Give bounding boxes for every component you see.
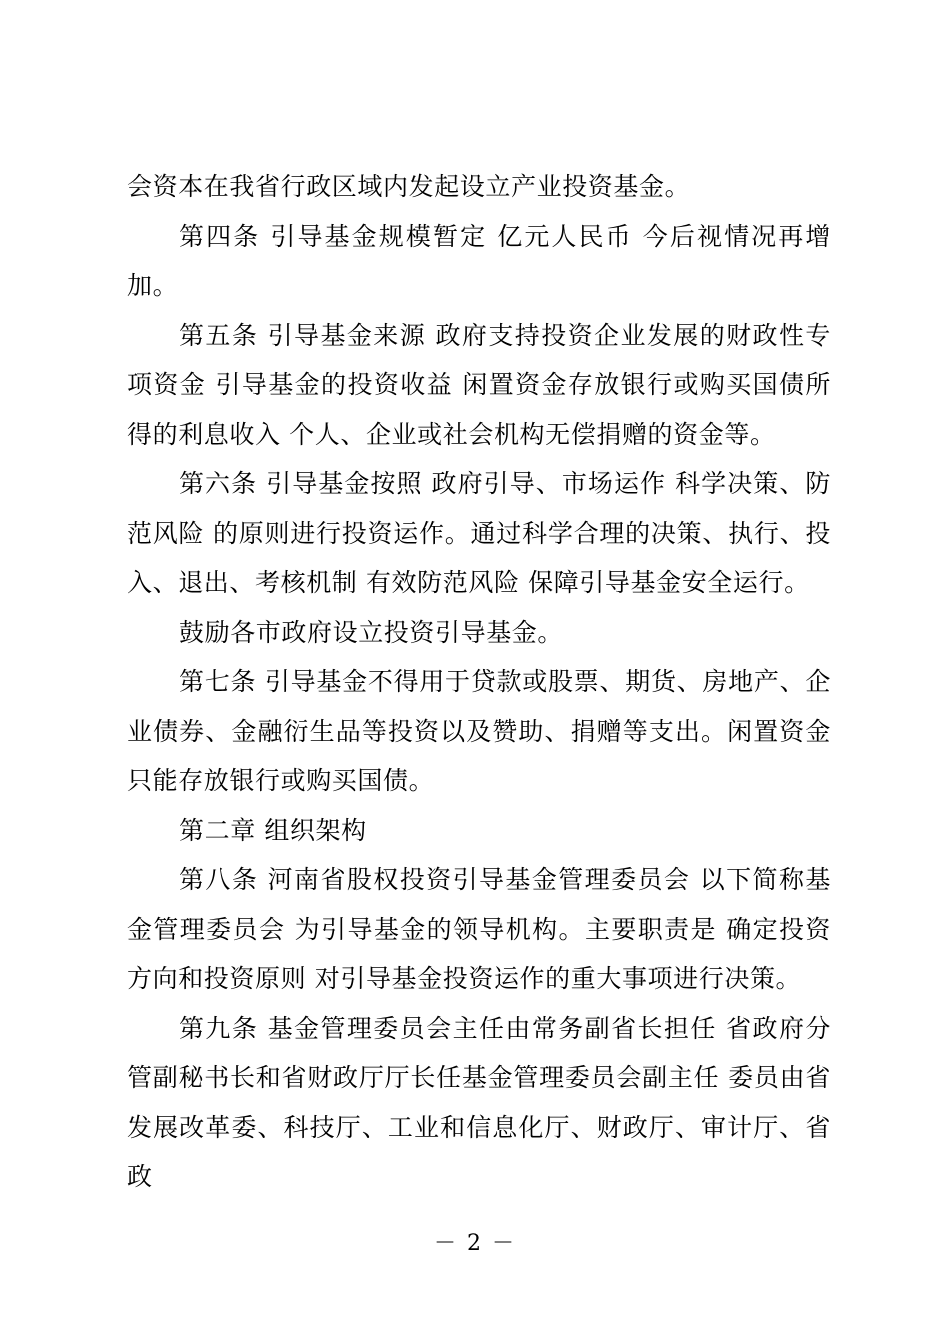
paragraph-article-5: 第五条 引导基金来源 政府支持投资企业发展的财政性专项资金 引导基金的投资收益 闲置资金存放银行或购买国债所得的利息收入 个人、企业或社会机构无偿捐赠的资金等。 (127, 320, 831, 449)
page-number: － 2 － (434, 1231, 516, 1256)
chapter-heading: 第二章 组织架构 (179, 815, 367, 845)
paragraph-article-7: 第七条 引导基金不得用于贷款或股票、期货、房地产、企业债券、金融衍生品等投资以及赞助、捐赠等支出。闲置资金只能存放银行或购买国债。 (127, 667, 831, 795)
paragraph-encourage-cities: 鼓励各市政府设立投资引导基金。 (179, 617, 564, 647)
paragraph-article-9: 第九条 基金管理委员会主任由常务副省长担任 省政府分管副秘书长和省财政厅厅长任基金管理委员会副主任 委员由省发展改革委、科技厅、工业和信息化厅、财政厅、审计厅、省政 (127, 1013, 831, 1191)
paragraph-continuation: 会资本在我省行政区域内发起设立产业投资基金。 (127, 172, 691, 201)
paragraph-article-6: 第六条 引导基金按照 政府引导、市场运作 科学决策、防范风险 的原则进行投资运作。通过科学合理的决策、执行、投入、退出、考核机制 有效防范风险 保障引导基金安全运行。 (127, 469, 831, 597)
paragraph-article-4: 第四条 引导基金规模暂定 亿元人民币 今后视情况再增加。 (127, 221, 831, 300)
document-body (127, 162, 831, 1202)
paragraph-article-8: 第八条 河南省股权投资引导基金管理委员会 以下简称基金管理委员会 为引导基金的领导机构。主要职责是 确定投资方向和投资原则 对引导基金投资运作的重大事项进行决策。 (127, 865, 831, 993)
